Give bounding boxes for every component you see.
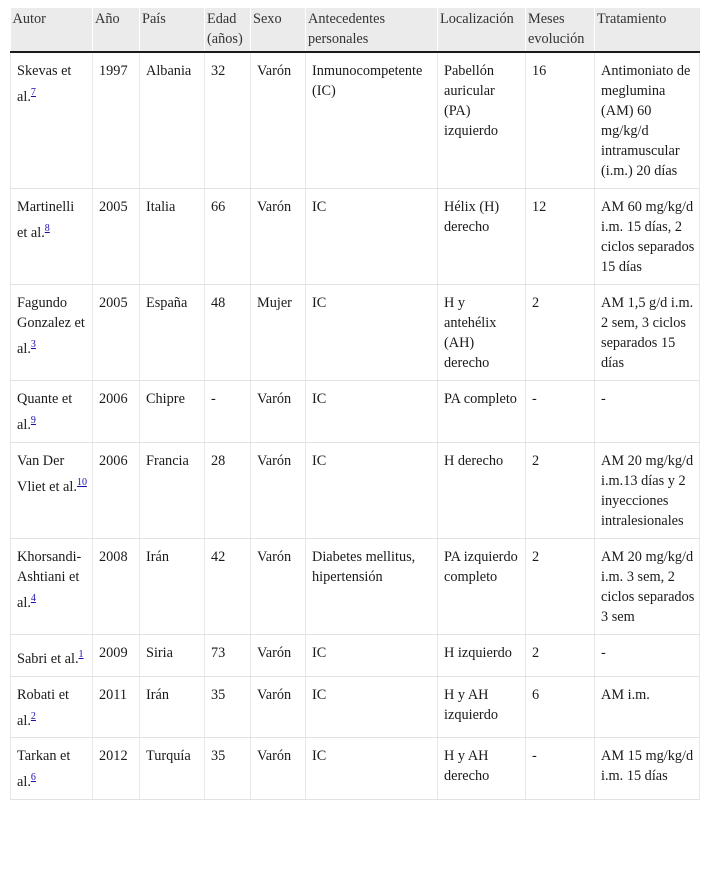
cell-sexo: Varón [251,442,306,538]
cell-edad: 73 [205,634,251,676]
reference-superscript [31,336,36,350]
cell-anio: 2011 [93,676,140,738]
cell-tratamiento: - [595,381,700,443]
cell-meses: 16 [526,52,595,189]
reference-link[interactable]: 1 [78,648,84,660]
column-header-label: Localización [440,11,514,27]
cell-edad: 32 [205,52,251,189]
cell-localizacion: H izquierdo [438,634,526,676]
column-header-label: Autor [12,11,46,27]
cell-antecedentes: Diabetes mellitus, hipertensión [306,538,438,634]
author-name: Khorsandi-Ashtiani et al. [17,548,82,611]
reference-link[interactable]: 10 [76,476,87,488]
author-name: Tarkan et al. [17,748,71,791]
cell-localizacion: H y antehélix (AH) derecho [438,285,526,381]
reference-superscript [79,646,84,660]
author-name: Skevas et al. [17,63,72,105]
author-name: Sabri et al. [17,650,79,667]
author-name: Fagundo Gonzalez et al. [17,295,85,357]
cell-edad: 35 [205,676,251,738]
table-row [11,285,700,381]
author-name: Robati et al. [17,686,70,729]
table-row [11,538,700,634]
column-header-label: País [142,11,166,27]
cell-pais: Chipre [140,381,205,443]
cell-anio: 2005 [93,189,140,285]
cell-antecedentes: IC [306,442,438,538]
cell-autor [11,442,93,538]
cell-meses: 2 [526,634,595,676]
cell-autor [11,285,93,381]
reference-link[interactable]: 3 [30,339,36,350]
reference-link[interactable]: 8 [44,223,50,234]
cell-sexo: Varón [251,381,306,443]
cell-autor [11,538,93,634]
cell-tratamiento: AM 20 mg/kg/d i.m.13 días y 2 inyecciones intralesionales [595,442,700,538]
author-name: Van Der Vliet et al. [17,452,77,495]
column-header-label-line2: (años) [207,31,243,47]
cell-anio: 2012 [93,738,140,800]
cell-autor [11,52,93,189]
reference-superscript [31,84,36,98]
cell-autor [11,381,93,443]
column-header-label: Tratamiento [597,11,667,27]
reference-superscript [77,474,87,488]
cell-autor [11,676,93,738]
reference-link[interactable]: 6 [30,772,36,784]
cell-antecedentes: Inmunocompetente (IC) [306,52,438,189]
cell-anio: 2006 [93,381,140,443]
reference-link[interactable]: 9 [30,415,36,426]
table-body [11,52,700,800]
reference-link[interactable]: 7 [30,87,36,98]
cell-edad: 35 [205,738,251,800]
cell-antecedentes: IC [306,634,438,676]
cell-pais: Francia [140,442,205,538]
table-row [11,52,700,189]
cell-localizacion: PA completo [438,381,526,443]
cell-edad: 28 [205,442,251,538]
column-header-label: Antecedentes [308,11,386,27]
cell-tratamiento: AM 15 mg/kg/d i.m. 15 días [595,738,700,800]
reference-link[interactable]: 2 [30,710,36,722]
cell-antecedentes: IC [306,676,438,738]
cell-anio: 2009 [93,634,140,676]
cell-antecedentes: IC [306,738,438,800]
cell-sexo: Varón [251,676,306,738]
cell-sexo: Varón [251,189,306,285]
reference-superscript [31,769,36,783]
cell-sexo: Varón [251,634,306,676]
cell-tratamiento: - [595,634,700,676]
cell-tratamiento: AM i.m. [595,676,700,738]
table-row [11,634,700,676]
cell-tratamiento: AM 60 mg/kg/d i.m. 15 días, 2 ciclos separados 15 días [595,189,700,285]
column-header-anio [93,8,140,52]
author-name: Quante et al. [17,391,73,433]
column-header-label: Año [95,11,120,27]
cell-autor [11,634,93,676]
column-header-localizacion [438,8,526,52]
reference-superscript [31,708,36,722]
cell-meses: - [526,381,595,443]
cell-tratamiento: AM 20 mg/kg/d i.m. 3 sem, 2 ciclos separados 3 sem [595,538,700,634]
column-header-label: Meses [528,11,565,27]
table-row [11,676,700,738]
cell-pais: Irán [140,676,205,738]
cell-meses: 6 [526,676,595,738]
column-header-tratamiento [595,8,700,52]
author-name: Martinelli et al. [17,199,75,241]
reference-superscript [45,220,50,234]
cell-edad: - [205,381,251,443]
table-row [11,442,700,538]
table-row [11,381,700,443]
column-header-label: Sexo [253,11,282,27]
cell-meses: - [526,738,595,800]
column-header-antecedentes [306,8,438,52]
cell-antecedentes: IC [306,189,438,285]
table-row [11,738,700,800]
cell-tratamiento: AM 1,5 g/d i.m. 2 sem, 3 ciclos separados 15 días [595,285,700,381]
header-row [11,8,700,52]
cell-localizacion: H y AH derecho [438,738,526,800]
column-header-autor [11,8,93,52]
cell-pais: Turquía [140,738,205,800]
column-header-edad [205,8,251,52]
cell-pais: Irán [140,538,205,634]
cell-sexo: Varón [251,538,306,634]
cell-pais: Albania [140,52,205,189]
column-header-pais [140,8,205,52]
cell-edad: 66 [205,189,251,285]
cell-sexo: Varón [251,52,306,189]
table-header [11,8,700,52]
cell-edad: 48 [205,285,251,381]
column-header-sexo [251,8,306,52]
reference-link[interactable]: 4 [30,592,36,604]
cell-localizacion: PA izquierdo completo [438,538,526,634]
case-table-container [10,8,699,800]
cell-anio: 2008 [93,538,140,634]
column-header-label-line2: personales [308,31,369,47]
cell-antecedentes: IC [306,285,438,381]
cell-autor [11,738,93,800]
cell-localizacion: Hélix (H) derecho [438,189,526,285]
cell-meses: 2 [526,285,595,381]
reference-superscript [31,590,36,604]
cell-autor [11,189,93,285]
cell-anio: 2005 [93,285,140,381]
cell-sexo: Mujer [251,285,306,381]
table-row [11,189,700,285]
column-header-label-line2: evolución [528,31,585,47]
cell-localizacion: H y AH izquierdo [438,676,526,738]
cell-antecedentes: IC [306,381,438,443]
cell-anio: 2006 [93,442,140,538]
cell-pais: Siria [140,634,205,676]
cell-pais: Italia [140,189,205,285]
cell-meses: 2 [526,442,595,538]
cell-pais: España [140,285,205,381]
cell-anio: 1997 [93,52,140,189]
column-header-label: Edad [207,11,237,27]
cell-localizacion: H derecho [438,442,526,538]
cell-tratamiento: Antimoniato de meglumina (AM) 60 mg/kg/d intramuscular (i.m.) 20 días [595,52,700,189]
column-header-meses [526,8,595,52]
cell-meses: 2 [526,538,595,634]
cell-sexo: Varón [251,738,306,800]
cell-localizacion: Pabellón auricular (PA) izquierdo [438,52,526,189]
cell-meses: 12 [526,189,595,285]
cell-edad: 42 [205,538,251,634]
case-table [10,8,700,800]
reference-superscript [31,412,36,426]
